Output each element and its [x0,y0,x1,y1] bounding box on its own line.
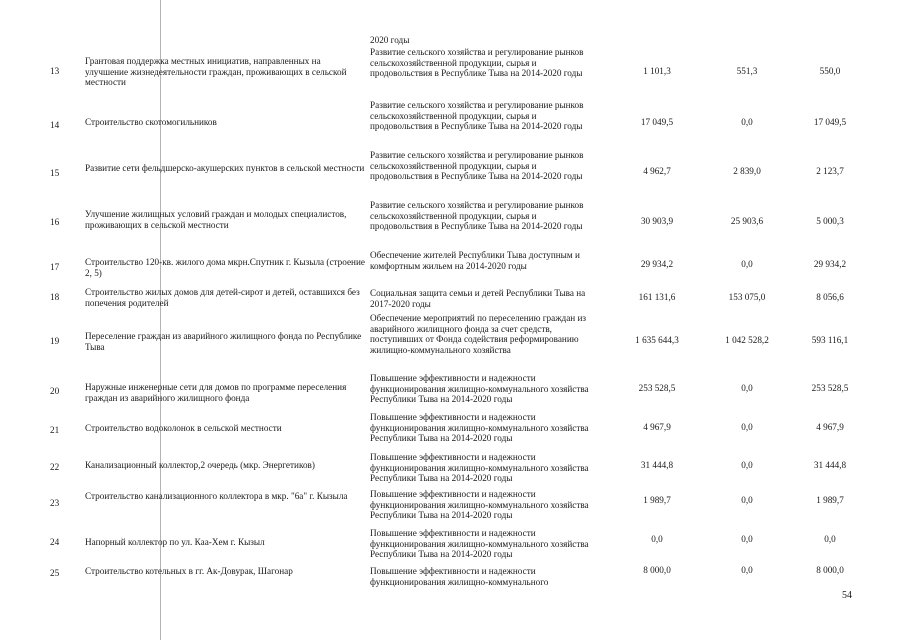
row-number: 21 [50,425,60,435]
row-number: 22 [50,462,60,472]
row-number: 19 [50,336,60,346]
row-object-name: Улучшение жилищных условий граждан и молодых специалистов, проживающих в сельской местности [85,209,347,230]
row-republic-value: 550,0 [819,66,841,76]
row-total-value: 29 934,2 [640,259,674,269]
row-number: 23 [50,498,60,508]
row-object-name: Грантовая поддержка местных инициатив, направленных на улучшение жизнедеятельности граждан, проживающих в сельской местности [85,56,347,88]
row-program-name: Повышение эффективности и надежности функционирования жилищно-коммунального хозяйства Республики Тыва на 2014-2020 годы [370,528,589,560]
row-total-value: 17 049,5 [640,117,674,127]
row-federal-value: 0,0 [741,259,753,269]
row-republic-value: 593 116,1 [811,335,849,345]
row-total-value: 4 967,9 [643,422,671,432]
row-object-name: Напорный коллектор по ул. Каа-Хем г. Кызыл [85,537,265,547]
row-republic-value: 4 967,9 [816,422,844,432]
row-republic-value: 253 528,5 [811,383,849,393]
row-program-name: Повышение эффективности и надежности функционирования жилищно-коммунального хозяйства Республики Тыва на 2014-2020 годы [370,452,589,484]
row-object-name: Строительство жилых домов для детей-сирот и детей, оставшихся без попечения родителей [85,287,360,308]
row-program-name: Развитие сельского хозяйства и регулирование рынков сельскохозяйственной продукции, сырья и продовольствия в Республике Тыва на 2014-2020 годы [370,47,584,79]
row-number: 13 [50,66,60,76]
row-program-name: Обеспечение жителей Республики Тыва доступным и комфортным жильем на 2014-2020 годы [370,250,580,271]
row-program-name: Обеспечение мероприятий по переселению граждан из аварийного жилищного фонда за счет средств, поступивших от Фонда содействия реформированию жилищно-коммунального хозяйства [370,313,587,355]
row-number: 20 [50,386,60,396]
row-object-name: Строительство скотомогильников [85,117,217,127]
row-total-value: 1 635 644,3 [635,335,679,345]
row-program-name: Развитие сельского хозяйства и регулирование рынков сельскохозяйственной продукции, сырья и продовольствия в Республике Тыва на 2014-2020 годы [370,200,584,232]
row-republic-value: 0,0 [824,534,836,544]
row-total-value: 4 962,7 [643,166,671,176]
row-republic-value: 2 123,7 [816,166,844,176]
row-object-name: Строительство котельных в гг. Ак-Довурак, Шагонар [85,566,293,576]
row-program-name: Повышение эффективности и надежности функционирования жилищно-коммунального хозяйства Республики Тыва на 2014-2020 годы [370,373,589,405]
row-number: 15 [50,168,60,178]
row-object-name: Строительство водоколонок в сельской местности [85,423,282,433]
row-total-value: 1 989,7 [643,495,671,505]
row-federal-value: 551,3 [736,66,758,76]
row-federal-value: 0,0 [741,117,753,127]
page-number: 54 [842,590,852,601]
row-object-name: Развитие сети фельдшерско-акушерских пунктов в сельской местности [85,163,365,173]
row-program-name: Повышение эффективности и надежности функционирования жилищно-коммунального [370,566,549,587]
row-republic-value: 1 989,7 [816,495,844,505]
row-number: 18 [50,292,60,302]
row-republic-value: 31 444,8 [813,460,847,470]
row-total-value: 161 131,6 [638,292,676,302]
row-federal-value: 0,0 [741,495,753,505]
row-total-value: 8 000,0 [643,565,671,575]
row-federal-value: 0,0 [741,534,753,544]
row-number: 17 [50,262,60,272]
row-total-value: 0,0 [651,534,663,544]
row-total-value: 31 444,8 [640,460,674,470]
row-program-name: Повышение эффективности и надежности функционирования жилищно-коммунального хозяйства Республики Тыва на 2014-2020 годы [370,412,589,444]
row-federal-value: 0,0 [741,565,753,575]
row-republic-value: 17 049,5 [813,117,847,127]
row-federal-value: 0,0 [741,383,753,393]
row-federal-value: 2 839,0 [733,166,761,176]
row-program-name: Развитие сельского хозяйства и регулирование рынков сельскохозяйственной продукции, сырья и продовольствия в Республике Тыва на 2014-2020 годы [370,150,584,182]
row-program-name: Социальная защита семьи и детей Республики Тыва на 2017-2020 годы [370,288,586,309]
row-number: 16 [50,217,60,227]
row-total-value: 30 903,9 [640,216,674,226]
row-republic-value: 8 000,0 [816,565,844,575]
row-federal-value: 1 042 528,2 [725,335,769,345]
row-program-name: Повышение эффективности и надежности функционирования жилищно-коммунального хозяйства Республики Тыва на 2014-2020 годы [370,489,589,521]
row-federal-value: 0,0 [741,422,753,432]
row-republic-value: 5 000,3 [816,216,844,226]
row-object-name: Канализационный коллектор,2 очередь (мкр. Энергетиков) [85,460,315,470]
row-republic-value: 29 934,2 [813,259,847,269]
row-federal-value: 153 075,0 [728,292,766,302]
row-number: 14 [50,120,60,130]
row-federal-value: 0,0 [741,460,753,470]
row-total-value: 253 528,5 [638,383,676,393]
row-number: 25 [50,568,60,578]
row-object-name: Переселение граждан из аварийного жилищного фонда по Республике Тыва [85,331,362,352]
row-object-name: Наружные инженерные сети для домов по программе переселения граждан из аварийного жилищного фонда [85,382,347,403]
row-total-value: 1 101,3 [643,66,671,76]
row-number: 24 [50,537,60,547]
row-federal-value: 25 903,6 [730,216,764,226]
row-object-name: Строительство канализационного коллектора в мкр. "6а" г. Кызыла [85,491,348,501]
row-republic-value: 8 056,6 [816,292,844,302]
row-object-name: Строительство 120-кв. жилого дома мкрн.Спутник г. Кызыла (строение 2, 5) [85,257,365,278]
program-continuation-text: 2020 годы [370,35,410,45]
row-program-name: Развитие сельского хозяйства и регулирование рынков сельскохозяйственной продукции, сырья и продовольствия в Республике Тыва на 2014-2020 годы [370,100,584,132]
